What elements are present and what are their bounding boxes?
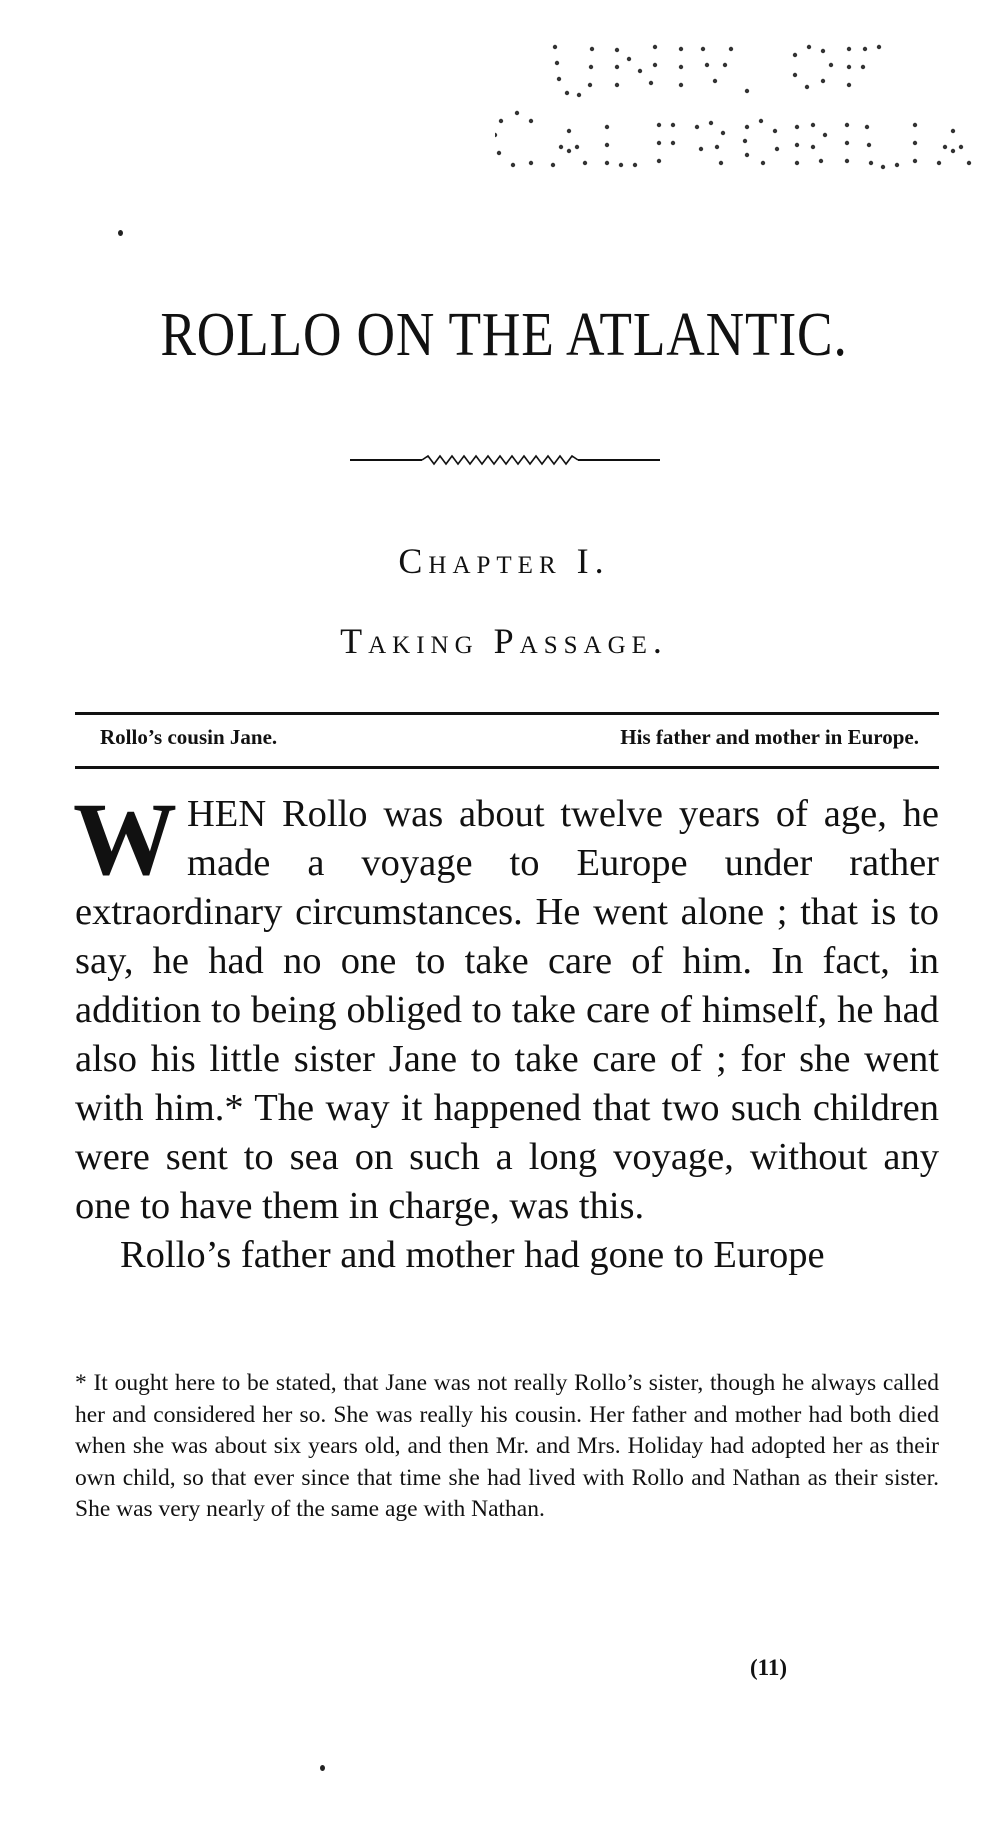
book-title: ROLLO ON THE ATLANTIC. (160, 301, 848, 369)
summary-left: Rollo’s cousin Jane. (100, 725, 278, 749)
decorative-wavy-rule (350, 452, 660, 468)
ink-speck (118, 230, 123, 236)
summary-right: His father and mother in Europe. (620, 725, 919, 749)
footnote: * It ought here to be stated, that Jane was not really Rollo’s sister, though he always called her and considered her so. She was really his cousin. Her father and mother had both died when she was about six years old, and then Mr. and Mrs. Holiday had adopted her as their own child, so that ever since that time she had lived with Rollo and Nathan as their sister. She was very nearly of the same age with Nathan. (75, 1370, 939, 1522)
drop-cap: W (73, 782, 177, 897)
ink-speck (320, 1765, 325, 1771)
summary-bottom-rule (75, 766, 939, 769)
body-text (73, 782, 939, 1280)
stamp-perforation-dots (495, 45, 971, 169)
paragraph (73, 782, 939, 1231)
summary-top-rule (75, 712, 939, 715)
paragraph-text: HEN Rollo was about twelve years of age, he made a voyage to Europe under rather extraordinary circumstances. He went alone ; that is to say, he had no one to take care of him. In fact, in addition to being obliged to take care of himself, he had also his little sister Jane to take care of ; for she went with him.* The way it happened that two such children were sent to sea on such a long voyage, without any one to have them in charge, was this. (75, 793, 939, 1227)
perforated-library-stamp (495, 35, 995, 225)
page-number: (11) (750, 1655, 788, 1680)
chapter-summary (75, 725, 939, 757)
chapter-heading: Chapter I. (398, 541, 610, 581)
chapter-title: Taking Passage. (340, 621, 668, 661)
paragraph: Rollo’s father and mother had gone to Europe (120, 1234, 825, 1276)
